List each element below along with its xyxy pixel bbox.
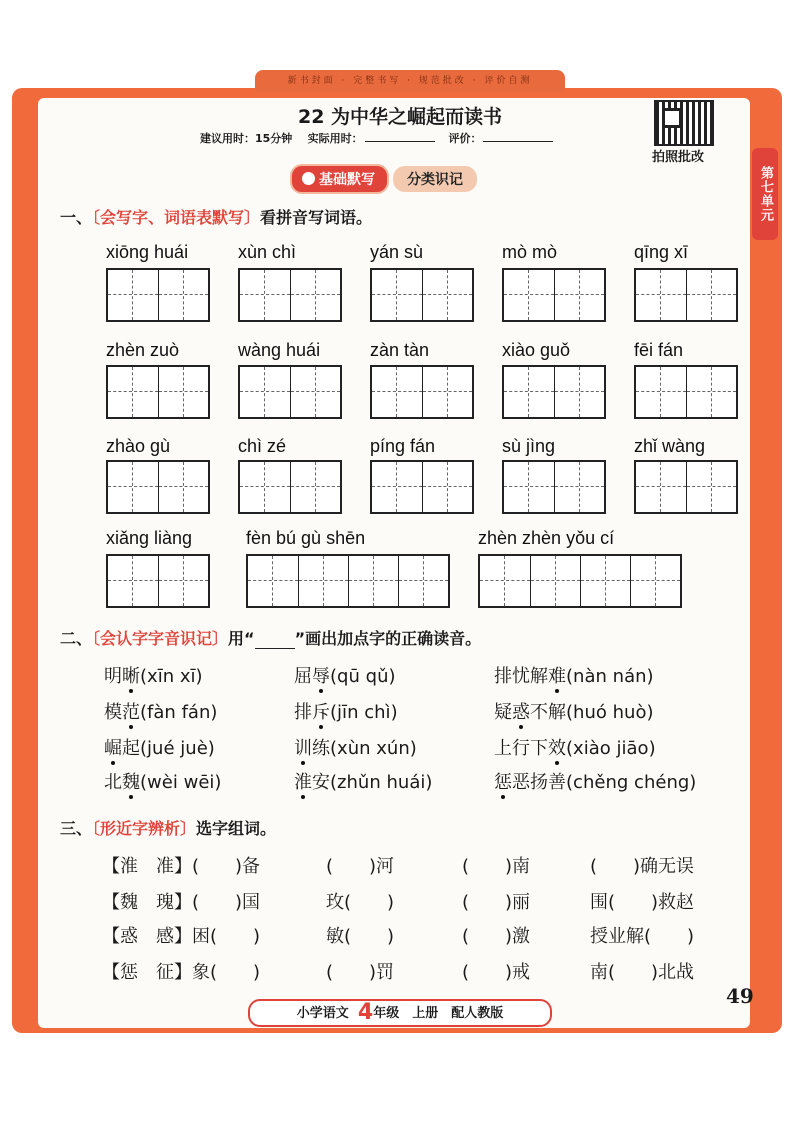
writing-cell[interactable]: [108, 556, 158, 606]
underline-sample: [255, 634, 295, 649]
section2-heading: 二、〔会认字字音识记〕用“ ”画出加点字的正确读音。: [60, 629, 482, 648]
writing-cell[interactable]: [108, 367, 158, 417]
word-blank-item[interactable]: 授业解( ): [590, 926, 695, 947]
section1-heading: 一、〔会写字、词语表默写〕看拼音写词语。: [60, 208, 373, 227]
writing-cell[interactable]: [554, 270, 604, 320]
writing-cell[interactable]: [290, 462, 340, 512]
pinyin-prompt: xùn chì: [238, 242, 297, 262]
writing-grid[interactable]: [238, 268, 342, 322]
writing-cell[interactable]: [630, 556, 680, 606]
qr-label: 拍照批改: [652, 150, 705, 165]
writing-grid[interactable]: [106, 268, 210, 322]
writing-cell[interactable]: [504, 462, 554, 512]
writing-cell[interactable]: [480, 556, 530, 606]
section-badges: [290, 164, 477, 194]
pronunciation-item[interactable]: 惩恶扬善(chěng chéng): [494, 772, 697, 793]
badge-category: 分类识记: [393, 166, 477, 192]
unit-tab: 第七单元: [752, 148, 778, 240]
pinyin-prompt: chì zé: [238, 436, 287, 456]
word-blank-item[interactable]: 【魏 瑰】( )国: [102, 892, 261, 913]
writing-grid[interactable]: [634, 460, 738, 514]
pinyin-prompt: qīng xī: [634, 242, 689, 262]
pinyin-prompt: yán sù: [370, 242, 424, 262]
writing-grid[interactable]: [238, 460, 342, 514]
writing-cell[interactable]: [158, 367, 208, 417]
pinyin-prompt: sù jìng: [502, 436, 556, 456]
dotted-character: 辱: [312, 666, 330, 687]
pronunciation-item[interactable]: 训练(xùn xún): [294, 738, 417, 759]
word-blank-item[interactable]: 围( )救赵: [590, 892, 695, 913]
writing-grid[interactable]: [478, 554, 682, 608]
writing-cell[interactable]: [686, 270, 736, 320]
actual-time-label: 实际用时：: [307, 132, 363, 145]
dotted-character: 惩: [494, 772, 512, 793]
writing-cell[interactable]: [686, 462, 736, 512]
dotted-character: 晰: [122, 666, 140, 687]
dotted-character: 崛: [104, 738, 122, 759]
pinyin-prompt: mò mò: [502, 242, 558, 262]
word-blank-item[interactable]: 【淮 准】( )备: [102, 856, 261, 877]
pronunciation-item[interactable]: 明晰(xīn xī): [104, 666, 203, 687]
writing-grid[interactable]: [106, 460, 210, 514]
writing-cell[interactable]: [298, 556, 348, 606]
evaluation-label: 评价：: [448, 132, 482, 145]
writing-grid[interactable]: [370, 365, 474, 419]
pronunciation-item[interactable]: 崛起(jué juè): [104, 738, 215, 759]
pinyin-prompt: zhǐ wàng: [634, 436, 706, 456]
writing-cell[interactable]: [554, 462, 604, 512]
writing-cell[interactable]: [372, 367, 422, 417]
writing-grid[interactable]: [634, 365, 738, 419]
word-blank-item[interactable]: 敏( ): [326, 926, 395, 947]
dotted-character: 淮: [294, 772, 312, 793]
word-blank-item[interactable]: 【惑 感】困( ): [102, 926, 261, 947]
top-strip: 新书封面 · 完整书写 · 规范批改 · 评价自测: [255, 70, 565, 92]
word-blank-item[interactable]: ( )罚: [326, 962, 395, 983]
writing-grid[interactable]: [634, 268, 738, 322]
time-meta: [200, 130, 563, 146]
suggested-time: 建议用时：15分钟: [200, 132, 293, 145]
dotted-character: 训: [294, 738, 312, 759]
writing-cell[interactable]: [158, 556, 208, 606]
writing-cell[interactable]: [504, 270, 554, 320]
footer-banner: 小学语文 4年级 上册 配人教版: [248, 999, 552, 1027]
writing-cell[interactable]: [372, 270, 422, 320]
dotted-character: 斥: [312, 702, 330, 723]
pronunciation-item[interactable]: 上行下效(xiào jiāo): [494, 738, 656, 759]
writing-cell[interactable]: [686, 367, 736, 417]
dotted-character: 难: [548, 666, 566, 687]
pinyin-prompt: wàng huái: [238, 340, 321, 360]
dotted-character: 效: [548, 738, 566, 759]
writing-cell[interactable]: [636, 270, 686, 320]
writing-cell[interactable]: [398, 556, 448, 606]
word-blank-item[interactable]: ( )河: [326, 856, 395, 877]
writing-cell[interactable]: [422, 270, 472, 320]
writing-grid[interactable]: [502, 268, 606, 322]
pronunciation-item[interactable]: 淮安(zhǔn huái): [294, 772, 433, 793]
page-number: 49: [726, 984, 754, 1008]
pronunciation-item[interactable]: 模范(fàn fán): [104, 702, 218, 723]
writing-cell[interactable]: [290, 270, 340, 320]
writing-cell[interactable]: [248, 556, 298, 606]
writing-grid[interactable]: [502, 365, 606, 419]
writing-grid[interactable]: [246, 554, 450, 608]
pronunciation-item[interactable]: 排忧解难(nàn nán): [494, 666, 654, 687]
writing-grid[interactable]: [502, 460, 606, 514]
pronunciation-item[interactable]: 北魏(wèi wēi): [104, 772, 222, 793]
writing-cell[interactable]: [554, 367, 604, 417]
word-blank-item[interactable]: ( )丽: [462, 892, 531, 913]
qr-code-icon[interactable]: [654, 100, 714, 146]
writing-cell[interactable]: [530, 556, 580, 606]
pinyin-prompt: xiào guǒ: [502, 340, 571, 360]
writing-cell[interactable]: [290, 367, 340, 417]
writing-cell[interactable]: [372, 462, 422, 512]
dotted-character: 范: [122, 702, 140, 723]
word-blank-item[interactable]: 南( )北战: [590, 962, 695, 983]
writing-grid[interactable]: [238, 365, 342, 419]
writing-cell[interactable]: [240, 367, 290, 417]
writing-cell[interactable]: [422, 462, 472, 512]
pinyin-prompt: xiōng huái: [106, 242, 189, 262]
writing-grid[interactable]: [370, 460, 474, 514]
dotted-character: 魏: [122, 772, 140, 793]
pinyin-prompt: xiǎng liàng: [106, 528, 193, 548]
word-blank-item[interactable]: ( )戒: [462, 962, 531, 983]
clock-icon: [302, 172, 315, 185]
writing-cell[interactable]: [240, 462, 290, 512]
word-blank-item[interactable]: 【惩 征】象( ): [102, 962, 261, 983]
pinyin-prompt: zàn tàn: [370, 340, 430, 360]
word-blank-item[interactable]: ( )激: [462, 926, 531, 947]
pinyin-prompt: zhào gù: [106, 436, 171, 456]
writing-cell[interactable]: [636, 462, 686, 512]
pronunciation-item[interactable]: 排斥(jīn chì): [294, 702, 398, 723]
word-blank-item[interactable]: ( )南: [462, 856, 531, 877]
writing-cell[interactable]: [636, 367, 686, 417]
writing-cell[interactable]: [108, 462, 158, 512]
writing-grid[interactable]: [106, 365, 210, 419]
pinyin-prompt: zhèn zuò: [106, 340, 180, 360]
dotted-character: 惑: [512, 702, 530, 723]
pinyin-prompt: fēi fán: [634, 340, 684, 360]
page-title: 22 为中华之崛起而读书: [297, 106, 503, 128]
writing-grid[interactable]: [370, 268, 474, 322]
writing-cell[interactable]: [348, 556, 398, 606]
pronunciation-item[interactable]: 疑惑不解(huó huò): [494, 702, 654, 723]
writing-cell[interactable]: [240, 270, 290, 320]
word-blank-item[interactable]: 玫( ): [326, 892, 395, 913]
badge-basic: 基础默写: [290, 164, 389, 194]
section3-heading: 三、〔形近字辨析〕选字组词。: [60, 819, 277, 838]
writing-cell[interactable]: [580, 556, 630, 606]
evaluation-field[interactable]: [483, 141, 553, 142]
writing-cell[interactable]: [158, 462, 208, 512]
pinyin-prompt: píng fán: [370, 436, 436, 456]
writing-cell[interactable]: [422, 367, 472, 417]
pronunciation-item[interactable]: 屈辱(qū qǔ): [294, 666, 396, 687]
word-blank-item[interactable]: ( )确无误: [590, 856, 695, 877]
writing-grid[interactable]: [106, 554, 210, 608]
writing-cell[interactable]: [108, 270, 158, 320]
pinyin-prompt: fèn bú gù shēn: [246, 528, 366, 548]
writing-cell[interactable]: [158, 270, 208, 320]
actual-time-field[interactable]: [365, 141, 435, 142]
pinyin-prompt: zhèn zhèn yǒu cí: [478, 528, 615, 548]
writing-cell[interactable]: [504, 367, 554, 417]
